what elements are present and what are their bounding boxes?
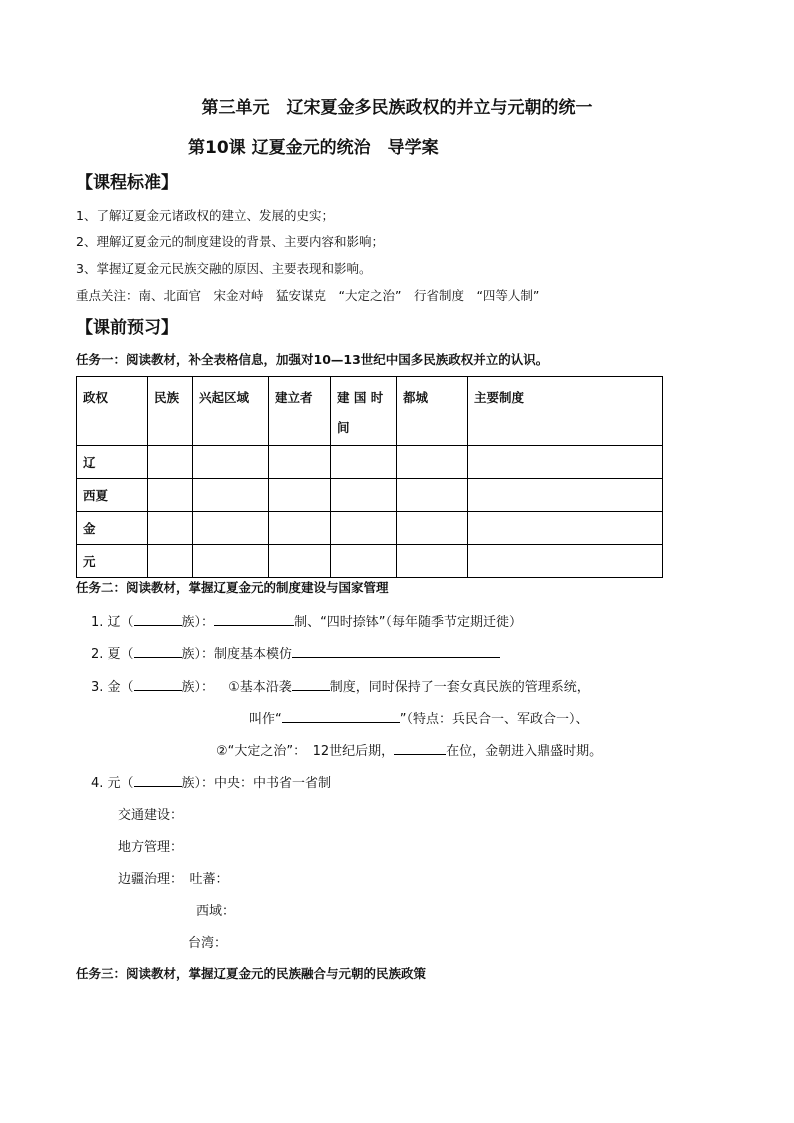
table-cell[interactable]: [331, 545, 397, 578]
question-xia: 2. 夏（ 族）：制度基本模仿: [91, 643, 500, 662]
table-cell[interactable]: [397, 479, 468, 512]
task-3: 任务三：阅读教材，掌握辽夏金元的民族融合与元朝的民族政策: [76, 966, 427, 981]
focus-points: 重点关注：南、北面官 宋金对峙 猛安谋克 “大定之治” 行省制度 “四等人制”: [76, 288, 540, 303]
header-cell: 兴起区域: [193, 377, 269, 446]
regime-name: 西夏: [77, 479, 148, 512]
answer-blank[interactable]: [134, 678, 182, 691]
yuan-xiyu: 西域：: [196, 904, 236, 919]
table-row: [77, 545, 663, 578]
table-cell[interactable]: [269, 479, 331, 512]
answer-blank[interactable]: [214, 613, 294, 626]
lesson-title: 第10课 辽夏金元的统治 导学案: [188, 138, 439, 158]
answer-blank[interactable]: [134, 613, 182, 626]
task-1: 任务一：阅读教材，补全表格信息，加强对10—13世纪中国多民族政权并立的认识。: [76, 352, 549, 367]
answer-blank[interactable]: [134, 645, 182, 658]
table-cell[interactable]: [468, 479, 663, 512]
standard-item-2: 2、理解辽夏金元的制度建设的背景、主要内容和影响；: [76, 234, 384, 249]
table-cell[interactable]: [269, 512, 331, 545]
table-cell[interactable]: [331, 446, 397, 479]
table-cell[interactable]: [331, 479, 397, 512]
table-cell[interactable]: [148, 446, 193, 479]
table-cell[interactable]: [468, 545, 663, 578]
preview-heading: 【课前预习】: [76, 318, 178, 338]
regime-name: 辽: [77, 446, 148, 479]
table-cell[interactable]: [397, 545, 468, 578]
table-cell[interactable]: [193, 545, 269, 578]
table-cell[interactable]: [397, 512, 468, 545]
yuan-taiwan: 台湾：: [188, 936, 228, 951]
question-jin-line2: 叫作“ ”（特点：兵民合一、军政合一）、: [249, 712, 589, 727]
question-yuan: 4. 元（ 族）：中央：中书省一省制: [91, 776, 332, 791]
yuan-local-admin: 地方管理：: [118, 840, 184, 855]
header-cell: 民族: [148, 377, 193, 446]
answer-blank[interactable]: [292, 678, 330, 691]
table-cell[interactable]: [468, 446, 663, 479]
answer-blank[interactable]: [282, 710, 400, 723]
answer-blank[interactable]: [292, 645, 500, 658]
table-cell[interactable]: [193, 446, 269, 479]
question-jin-line3: ②“大定之治”： 12世纪后期， 在位，金朝进入鼎盛时期。: [216, 744, 603, 759]
table-cell[interactable]: [193, 512, 269, 545]
table-cell[interactable]: [269, 446, 331, 479]
table-row: [77, 479, 663, 512]
table-row: [77, 446, 663, 479]
standard-item-3: 3、掌握辽夏金元民族交融的原因、主要表现和影响。: [76, 261, 372, 276]
table-cell[interactable]: [148, 512, 193, 545]
table-cell[interactable]: [148, 545, 193, 578]
header-cell: 建 国 时 间: [331, 377, 397, 446]
table-cell[interactable]: [269, 545, 331, 578]
header-cell: 政权: [77, 377, 148, 446]
table-cell[interactable]: [468, 512, 663, 545]
table-cell[interactable]: [331, 512, 397, 545]
question-liao: 1. 辽（ 族）： 制、“四时捺钵”（每年随季节定期迁徙）: [91, 615, 523, 630]
regime-name: 元: [77, 545, 148, 578]
task-2: 任务二：阅读教材，掌握辽夏金元的制度建设与国家管理: [76, 580, 389, 595]
yuan-transport: 交通建设：: [118, 808, 184, 823]
answer-blank[interactable]: [394, 742, 446, 755]
table-cell[interactable]: [397, 446, 468, 479]
standard-item-1: 1、了解辽夏金元诸政权的建立、发展的史实；: [76, 208, 334, 223]
unit-title: 第三单元 辽宋夏金多民族政权的并立与元朝的统一: [201, 98, 593, 118]
table-cell[interactable]: [148, 479, 193, 512]
question-jin: 3. 金（ 族）： ①基本沿袭 制度，同时保持了一套女真民族的管理系统，: [91, 680, 590, 695]
regime-table: [76, 376, 663, 578]
regime-name: 金: [77, 512, 148, 545]
yuan-frontier: 边疆治理： 吐蕃：: [118, 872, 229, 887]
table-row: [77, 512, 663, 545]
header-cell: 建立者: [269, 377, 331, 446]
header-cell: 主要制度: [468, 377, 663, 446]
header-cell: 都城: [397, 377, 468, 446]
table-header-row: [77, 377, 663, 446]
answer-blank[interactable]: [134, 774, 182, 787]
standards-heading: 【课程标准】: [76, 173, 178, 193]
table-cell[interactable]: [193, 479, 269, 512]
